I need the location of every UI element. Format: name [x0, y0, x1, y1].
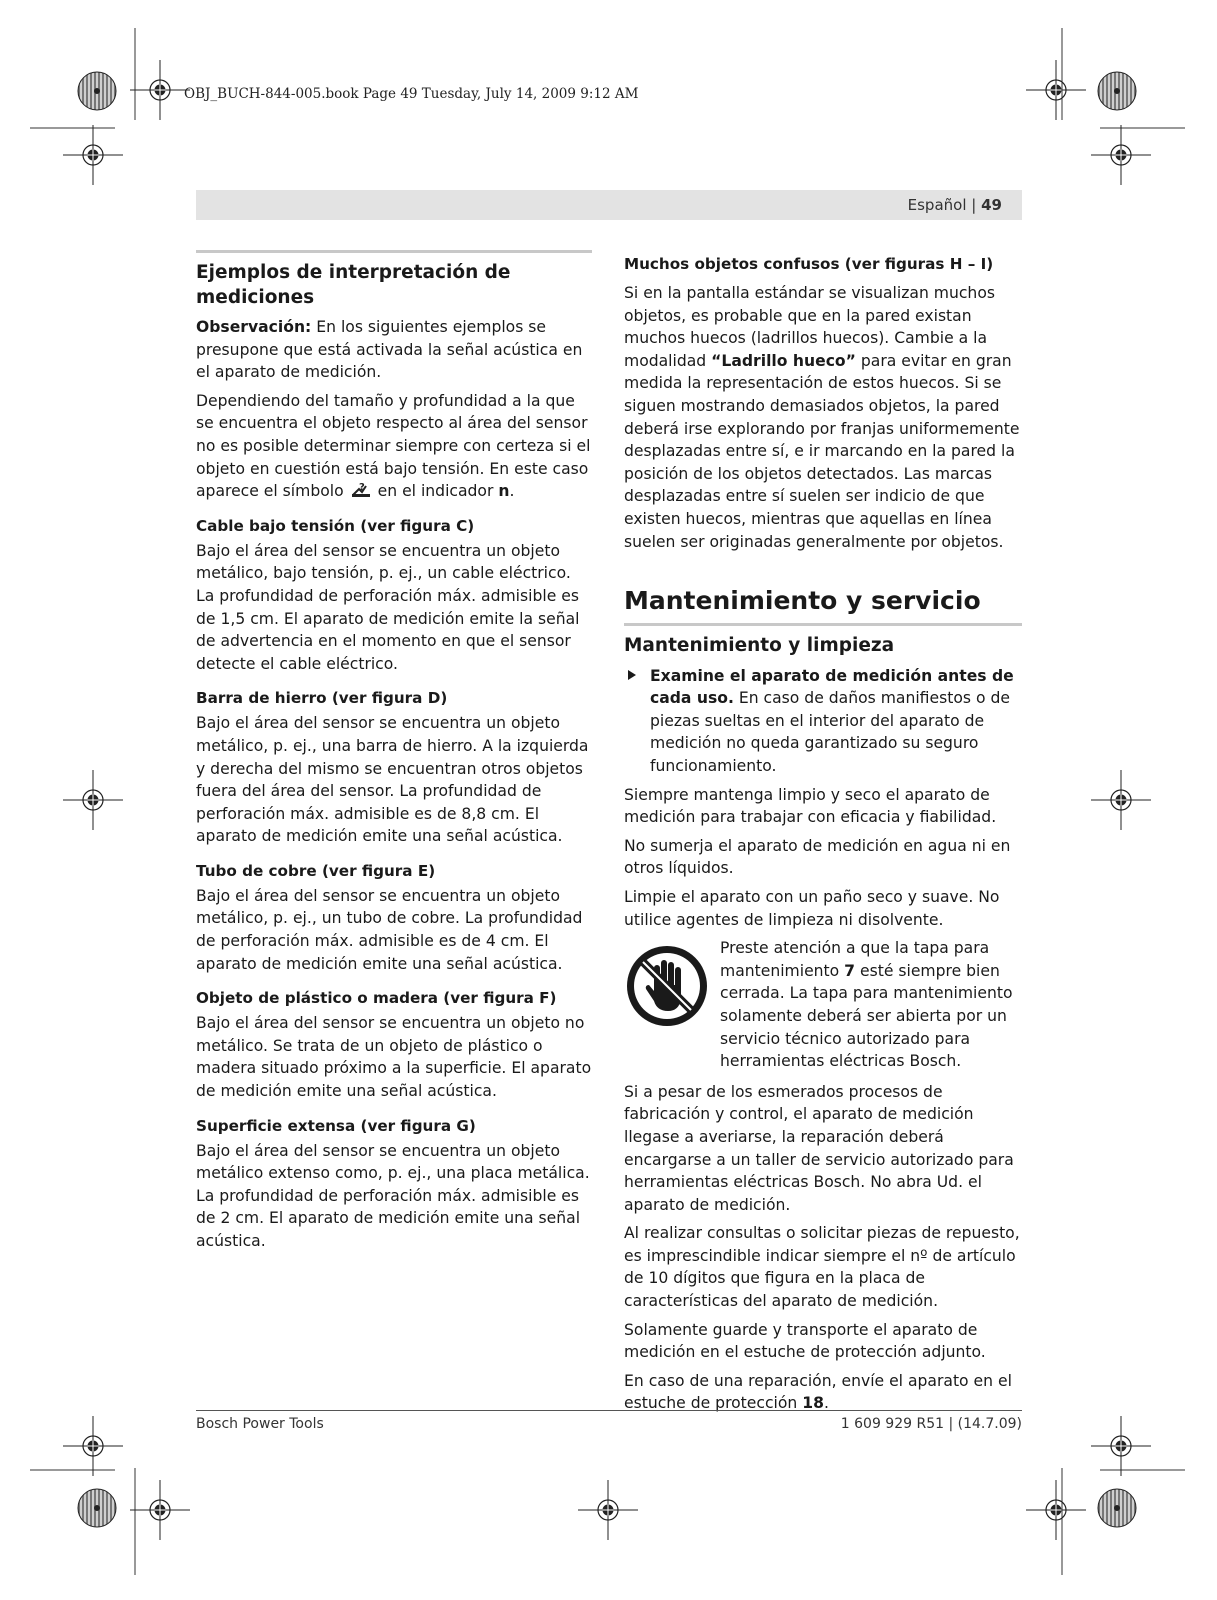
parts-paragraph: Al realizar consultas o solicitar piezas de repuesto, es imprescindible indicar siempre el nº de artículo de 10 dígitos que figura en la placa de características del aparato de medición. [624, 1224, 1020, 1311]
clean-paragraph: Siempre mantenga limpio y seco el aparato de medición para trabajar con eficacia y fiabilidad. [624, 785, 997, 827]
note-text: En los siguientes ejemplos se presupone que está activada la señal acústica en el aparato de medición. [196, 318, 583, 382]
case-text: En caso de una reparación, envíe el aparato en el estuche de protección [624, 1371, 1012, 1413]
intro-text: Dependiendo del tamaño y profundidad a la que se encuentra el objeto respecto al área del sensor no es posible determinar siempre con certeza si el objeto en cuestión está bajo tensión. En este caso aparece el símbolo [196, 391, 591, 501]
page-header-bar [196, 190, 1022, 220]
svg-text:?: ? [358, 482, 365, 494]
do-not-touch-icon [624, 943, 710, 1029]
starburst-top-left [78, 72, 116, 110]
many-objects-title: Muchos objetos confusos (ver figuras H – I) [624, 255, 994, 273]
cloth-paragraph: Limpie el aparato con un paño seco y suave. No utilice agentes de limpieza ni disolvente. [624, 887, 1000, 929]
example-title: Barra de hierro (ver figura D) [196, 689, 448, 708]
many-objects-paragraph [624, 282, 1022, 553]
intro-text-after: en el indicador [377, 482, 499, 501]
uncertain-voltage-icon [350, 481, 372, 499]
intro-end: . [509, 482, 515, 501]
starburst-bottom-left [78, 1489, 116, 1527]
warning-text: Preste atención a que la tapa para mantenimiento [720, 939, 990, 980]
footer-brand: Bosch Power Tools [196, 1416, 324, 1432]
example-title: Cable bajo tensión (ver figura C) [196, 516, 475, 535]
many-objects-text: Si en la pantalla estándar se visualizan muchos objetos, es probable que en la pared existan muchos huecos (ladrillos huecos). Cambie a la modalidad [624, 284, 995, 370]
right-column [624, 250, 1022, 1421]
hollow-brick-mode: “Ladrillo hueco” [711, 351, 856, 370]
starburst-bottom-right [1098, 1489, 1136, 1527]
intro-paragraph [196, 390, 592, 503]
left-column [196, 250, 592, 1259]
note-paragraph [196, 316, 592, 384]
example-text: Bajo el área del sensor se encuentra un objeto no metálico. Se trata de un objeto de plástico o madera situado próximo a la superficie. El aparato de medición emite una señal acústica. [196, 1014, 592, 1101]
maintenance-title: Mantenimiento y servicio [624, 586, 981, 616]
footer-rule [196, 1410, 1022, 1411]
store-paragraph: Solamente guarde y transporte el aparato de medición en el estuche de protección adjunto. [624, 1320, 986, 1362]
page-number: 49 [981, 196, 1002, 214]
book-info-line: OBJ_BUCH-844-005.book Page 49 Tuesday, July 14, 2009 9:12 AM [184, 86, 639, 102]
header-separator: | [971, 196, 977, 214]
cleaning-title: Mantenimiento y limpieza [624, 635, 895, 657]
repair-paragraph: Si a pesar de los esmerados procesos de fabricación y control, el aparato de medición llegase a averiarse, la reparación deberá encargarse a un taller de servicio autorizado para herramientas eléctricas Bosch. No abra Ud. el aparato de medición. [624, 1082, 1014, 1214]
starburst-top-right [1098, 72, 1136, 110]
cover-ref: 7 [844, 961, 856, 980]
section-rule [196, 250, 592, 253]
indicator-letter: n [498, 482, 510, 501]
many-objects-text-2: para evitar en gran medida la representación de estos huecos. Si se siguen mostrando demasiados objetos, la pared deberá irse explorando por franjas uniformemente desplazadas entre sí, e ir marcando en la pared la posición de los objetos detectados. Las marcas desplazadas entre sí suelen ser indicio de que existen huecos, mientras que aquellas en línea suelen ser originadas generalmente por objetos. [624, 351, 1020, 551]
water-paragraph: No sumerja el aparato de medición en agua ni en otros líquidos. [624, 836, 1011, 878]
example-title: Tubo de cobre (ver figura E) [196, 861, 436, 880]
header-language: Español [907, 196, 967, 214]
bullet-text: En caso de daños manifiestos o de piezas sueltas en el interior del aparato de medición no queda garantizado su seguro funcionamiento. [650, 689, 1010, 775]
page-header [908, 196, 1002, 214]
maintenance-cover-warning [624, 937, 1022, 1073]
case-paragraph [624, 1370, 1022, 1415]
case-end: . [823, 1394, 829, 1413]
bullet-triangle-icon [628, 670, 636, 680]
section-title-examples: Ejemplos de interpretación de mediciones [196, 262, 511, 308]
footer-doc-number: 1 609 929 R51 | (14.7.09) [840, 1416, 1022, 1432]
bullet-item [624, 665, 1022, 778]
note-label: Observación: [196, 318, 312, 336]
warning-text-2: esté siempre bien cerrada. La tapa para mantenimiento solamente deberá ser abierta por un servicio técnico autorizado para herramientas eléctricas Bosch. [720, 961, 1013, 1071]
section-rule [624, 623, 1022, 626]
example-title: Objeto de plástico o madera (ver figura F) [196, 989, 557, 1008]
example-title: Superficie extensa (ver figura G) [196, 1116, 476, 1135]
bullet-bold-text: Examine el aparato de medición antes de cada uso. [650, 666, 1014, 708]
example-text: Bajo el área del sensor se encuentra un objeto metálico, p. ej., un tubo de cobre. La profundidad de perforación máx. admisible es de 4 cm. El aparato de medición emite una señal acústica. [196, 886, 583, 973]
example-text: Bajo el área del sensor se encuentra un objeto metálico extenso como, p. ej., una placa metálica. La profundidad de perforación máx. admisible es de 2 cm. El aparato de medición emite una señal acústica. [196, 1141, 590, 1250]
example-text: Bajo el área del sensor se encuentra un objeto metálico, p. ej., una barra de hierro. A la izquierda y derecha del mismo se encuentran otros objetos fuera del área del sensor. La profundidad de perforación máx. admisible es de 8,8 cm. El aparato de medición emite una señal acústica. [196, 714, 589, 846]
example-text: Bajo el área del sensor se encuentra un objeto metálico, bajo tensión, p. ej., un cable eléctrico. La profundidad de perforación máx. admisible es de 1,5 cm. El aparato de medición emite la señal de advertencia en el momento en que el sensor detecte el cable eléctrico. [196, 541, 580, 673]
case-ref: 18 [802, 1394, 824, 1413]
